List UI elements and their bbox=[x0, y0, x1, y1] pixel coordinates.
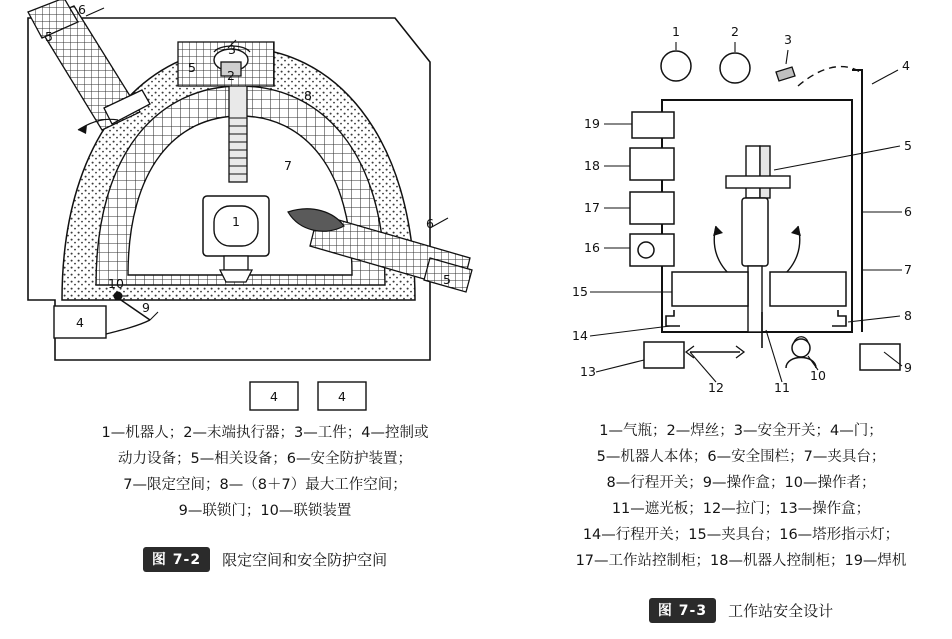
callout-13: 13 bbox=[580, 364, 596, 379]
callout-4-left: 4 bbox=[76, 315, 84, 330]
operation-box-right bbox=[860, 344, 900, 370]
callout-8: 8 bbox=[304, 88, 312, 103]
figure-7-3-caption-text: 工作站安全设计 bbox=[728, 602, 834, 620]
callout-5: 5 bbox=[904, 138, 912, 153]
callout-7: 7 bbox=[904, 262, 912, 277]
robot-base-foot bbox=[220, 270, 252, 282]
callout-7: 7 bbox=[284, 158, 292, 173]
robot-control-cabinet bbox=[630, 148, 674, 180]
robot-base-neck bbox=[224, 256, 248, 270]
figure-7-2-legend bbox=[0, 420, 530, 524]
callout-4-bottom-1: 4 bbox=[270, 389, 278, 404]
figure-7-3-caption bbox=[530, 598, 952, 623]
callout-5-right: 5 bbox=[443, 272, 451, 287]
callout-5-top: 5 bbox=[188, 60, 196, 75]
workstation-control-cabinet bbox=[630, 192, 674, 224]
figure-7-3 bbox=[530, 0, 952, 639]
figure-7-2-artwork bbox=[0, 0, 530, 415]
legend-line: 1—机器人；2—末端执行器；3—工件；4—控制或 bbox=[101, 425, 429, 441]
callout-5-upper-left: 5 bbox=[45, 29, 53, 44]
callout-3: 3 bbox=[228, 42, 236, 57]
figure-7-3-artwork bbox=[530, 0, 952, 410]
callout-1: 1 bbox=[232, 214, 240, 229]
callout-4: 4 bbox=[902, 58, 910, 73]
callout-19: 19 bbox=[584, 116, 600, 131]
legend-line: 11—遮光板；12—拉门；13—操作盒； bbox=[611, 501, 871, 517]
safety-switch bbox=[776, 67, 795, 81]
figure-7-2-badge: 图 7-2 bbox=[143, 547, 210, 572]
figure-7-2-caption-text: 限定空间和安全防护空间 bbox=[222, 551, 388, 569]
fixture-table-right bbox=[770, 272, 846, 306]
legend-line: 17—工作站控制柜；18—机器人控制柜；19—焊机 bbox=[575, 553, 907, 569]
legend-line: 7—限定空间；8—（8＋7）最大工作空间； bbox=[123, 477, 407, 493]
operator-figure bbox=[786, 337, 816, 368]
callout-3: 3 bbox=[784, 32, 792, 47]
left-conveyor-guard bbox=[28, 0, 150, 134]
limit-switch-right bbox=[832, 310, 846, 326]
callout-12: 12 bbox=[708, 380, 724, 395]
callout-15: 15 bbox=[572, 284, 588, 299]
welder-cabinet bbox=[632, 112, 674, 138]
legend-line: 9—联锁门；10—联锁装置 bbox=[178, 503, 352, 519]
callout-18: 18 bbox=[584, 158, 600, 173]
callout-9: 9 bbox=[142, 300, 150, 315]
callout-10: 10 bbox=[108, 276, 124, 291]
legend-line: 1—气瓶；2—焊丝；3—安全开关；4—门； bbox=[599, 423, 883, 439]
callout-2: 2 bbox=[731, 24, 739, 39]
callout-14: 14 bbox=[572, 328, 588, 343]
door-swing-arc bbox=[798, 67, 860, 86]
figure-7-3-badge: 图 7-3 bbox=[649, 598, 716, 623]
callout-8: 8 bbox=[904, 308, 912, 323]
interlock-gate-swing bbox=[106, 320, 150, 334]
callout-17: 17 bbox=[584, 200, 600, 215]
legend-line: 5—机器人本体；6—安全围栏；7—夹具台； bbox=[596, 449, 886, 465]
gas-cylinder bbox=[661, 51, 691, 81]
door-post bbox=[852, 70, 862, 332]
legend-line: 8—行程开关；9—操作盒；10—操作者； bbox=[606, 475, 876, 491]
operation-box-left bbox=[644, 342, 684, 368]
fixture-table-left bbox=[672, 272, 748, 306]
figure-7-3-legend bbox=[530, 418, 952, 574]
tower-indicator-lamp bbox=[638, 242, 654, 258]
callout-6: 6 bbox=[904, 204, 912, 219]
callout-6-right: 6 bbox=[426, 216, 434, 231]
callout-11: 11 bbox=[774, 380, 790, 395]
figure-7-2-caption bbox=[0, 547, 530, 572]
callout-1: 1 bbox=[672, 24, 680, 39]
legend-line: 动力设备；5—相关设备；6—安全防护装置； bbox=[118, 451, 412, 467]
welding-wire-spool bbox=[720, 53, 750, 83]
legend-line: 14—行程开关；15—夹具台；16—塔形指示灯； bbox=[582, 527, 900, 543]
callout-9: 9 bbox=[904, 360, 912, 375]
limit-switch-left bbox=[666, 310, 680, 326]
callout-16: 16 bbox=[584, 240, 600, 255]
callout-2: 2 bbox=[227, 68, 235, 83]
callout-4-bottom-2: 4 bbox=[338, 389, 346, 404]
callout-6-left: 6 bbox=[78, 2, 86, 17]
callout-10: 10 bbox=[810, 368, 826, 383]
